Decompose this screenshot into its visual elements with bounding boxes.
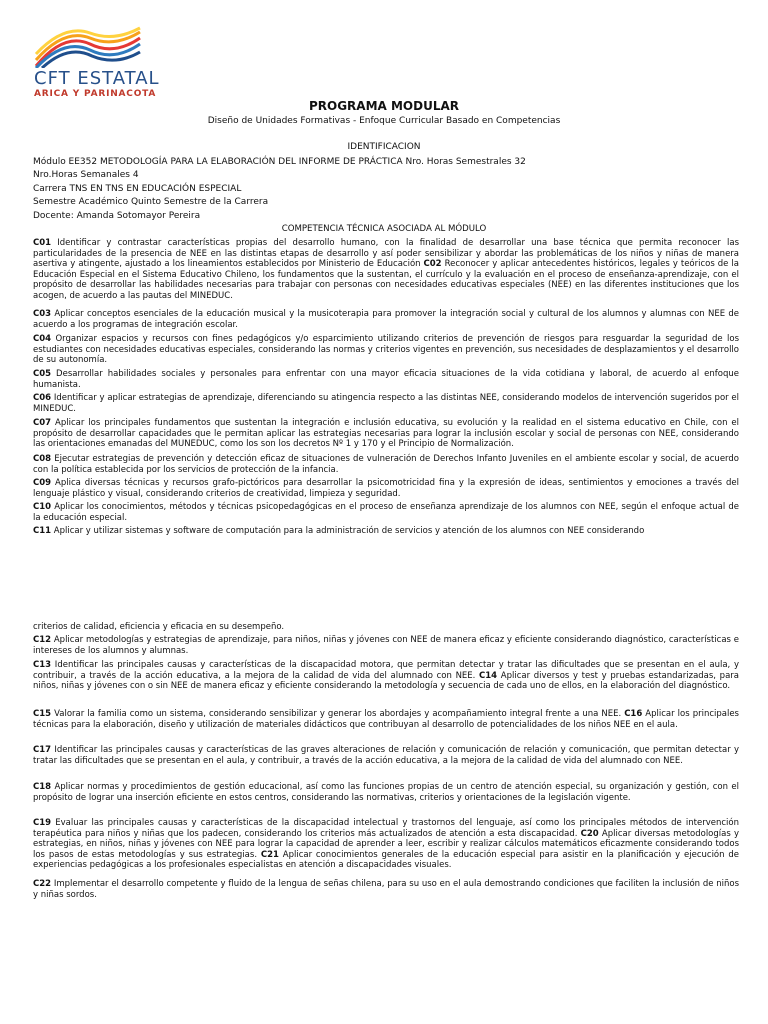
competency-text: Ejecutar estrategias de prevención y detección eficaz de situaciones de vulneración de Derechos Infanto Juveniles en el ambiente escolar y social, de acuerdo con la política establecida por los servicios de protección de la infancia.: [33, 454, 739, 475]
competency-code: C10: [33, 502, 52, 512]
competency-code: C05: [33, 369, 52, 379]
competency-c11: [33, 526, 739, 537]
competencies-heading: COMPETENCIA TÉCNICA ASOCIADA AL MÓDULO: [281, 224, 487, 234]
competency-text: Organizar espacios y recursos con fines pedagógicos y/o esparcimiento utilizando criterios de prevención de riesgos para resguardar la seguridad de los estudiantes con necesidades educativas especiales, considerando las normas y criterios vigentes en prevención, sus necesidades de desplazamientos y el desarrollo de su autonomía.: [33, 334, 739, 366]
competency-c08: [33, 454, 739, 475]
competency-code: C15: [33, 709, 52, 719]
competency-text: Desarrollar habilidades sociales y personales para enfrentar con una mayor eficacia situaciones de la vida cotidiana y laboral, de acuerdo al enfoque humanista.: [33, 369, 739, 390]
competency-c03: [33, 309, 739, 330]
competency-text: Identificar y contrastar características propias del desarrollo humano, con la finalidad de desarrollar una base técnica que permita reconocer las particularidades de la presencia de NEE en las distintas etapas de desarrollo y así poder sensibilizar y abordar las problemáticas de los niños y niñas de manera asertiva y atingente, ajustado a los lineamientos establecidos por Ministerio de Educación: [33, 238, 739, 270]
competency-code: C17: [33, 745, 52, 755]
weekly-hours-info: Nro.Horas Semanales 4: [33, 170, 139, 180]
competency-code: C22: [33, 879, 52, 889]
competency-text: Aplicar diversas metodologías y estrategias, en niños, niñas y jóvenes con NEE para lograr la capacidad de aprender a leer, escribir y realizar cálculos matemáticos eficazmente considerando todos los pasos de estas metodologías y sus estrategias.: [33, 828, 740, 860]
competency-c12: [33, 635, 739, 656]
competency-c05: [33, 369, 739, 390]
competency-text: Aplicar diversos y test y pruebas estandarizadas, para niños, niñas y jóvenes con o sin NEE de manera eficaz y eficiente considerando la metodología y secuencia de cada uno de ellos, en la elaboración del diagnóstico.: [33, 670, 739, 692]
competency-code: C07: [33, 418, 52, 428]
logo-name: CFT ESTATAL: [34, 68, 160, 89]
competency-text: Identificar y aplicar estrategias de aprendizaje, diferenciando su atingencia respecto a las distintas NEE, considerando modelos de intervención sugeridos por el MINEDUC.: [33, 393, 739, 414]
competency-text: Valorar la familia como un sistema, considerando sensibilizar y generar los abordajes y acompañamiento integral frente a una NEE.: [51, 709, 625, 719]
competency-code: C09: [33, 478, 52, 488]
competency-code: C03: [33, 309, 52, 319]
competency-text: Identificar las principales causas y características de las graves alteraciones de relación y comunicación de relación y comunicación, que permitan detectar y tratar las dificultades que se presentan en el aula, y contribuir, a través de la acción educativa, a la mejora de la calidad de vida del alumnado con NEE.: [33, 745, 739, 766]
competency-c07: [33, 418, 739, 450]
competency-c18: [33, 782, 739, 803]
cft-estatal-logo: [32, 26, 160, 104]
competency-c06: [33, 393, 739, 414]
competency-text: Aplica diversas técnicas y recursos grafo-pictóricos para desarrollar la psicomotricidad fina y la expresión de ideas, sentimientos y emociones a través del lenguaje plástico y visual, considerando criterios de creatividad, limpieza y seguridad.: [33, 478, 739, 499]
competency-text: Aplicar los principales técnicas para la elaboración, diseño y utilización de materiales didácticos que contribuyan al desarrollo de potencialidades de los niños NEE en el aula.: [33, 709, 739, 730]
competency-text: Reconocer y aplicar antecedentes históricos, legales y teóricos de la Educación Especial en el Sistema Educativo Chileno, los fundamentos que la sustentan, el currículo y la evaluación en el proceso de enseñanza-aprendizaje, con el propósito de desarrollar las habilidades necesarias para trabajar con personas con necesidades educativas especiales (NEE) en las diferentes instituciones que los acogen, de acuerdo a las pautas del MINEDUC.: [33, 259, 739, 301]
competency-text: Aplicar y utilizar sistemas y software de computación para la administración de servicios y atención de los alumnos con NEE considerando: [51, 526, 645, 536]
competency-text: Aplicar metodologías y estrategias de aprendizaje, para niños, niñas y jóvenes con NEE de manera eficaz y eficiente considerando diagnóstico, características e intereses de los alumnos y alumnas.: [33, 635, 739, 656]
competency-text: Implementar el desarrollo competente y fluido de la lengua de señas chilena, para su uso en el aula demostrando condiciones que faciliten la inclusión de niños y niñas sordos.: [33, 879, 739, 900]
competency-code: C12: [33, 635, 52, 645]
mountain-waves-icon: [34, 26, 142, 68]
identification-heading: IDENTIFICACION: [347, 142, 421, 152]
competency-c04: [33, 334, 739, 366]
competency-c17: [33, 745, 739, 766]
competency-code: C08: [33, 454, 52, 464]
competency-code: C14: [479, 670, 498, 681]
competency-code: C11: [33, 526, 52, 536]
page-title: PROGRAMA MODULAR: [308, 99, 460, 113]
competency-c11-continued: [33, 622, 739, 633]
competency-c01-c02: [33, 238, 739, 302]
competency-text: Identificar las principales causas y características de la discapacidad motora, que permitan detectar y tratar las dificultades que se presentan en el aula, y contribuir, a través de la acción educativa, a la mejora de la calidad de vida del alumnado con NEE.: [33, 660, 739, 681]
competency-code: C21: [260, 849, 279, 860]
competency-code: C20: [580, 828, 599, 839]
competency-text: Aplicar conceptos esenciales de la educación musical y la musicoterapia para promover la integración social y cultural de los alumnos y alumnas con NEE de acuerdo a los programas de integración escolar.: [33, 309, 739, 330]
competency-c13-c14: [33, 660, 739, 692]
logo-region: ARICA Y PARINACOTA: [34, 89, 157, 99]
page-subtitle: Diseño de Unidades Formativas - Enfoque Curricular Basado en Competencias: [207, 116, 561, 126]
competency-code: C16: [624, 709, 643, 719]
semester-info: Semestre Académico Quinto Semestre de la Carrera: [33, 197, 269, 207]
competency-c10: [33, 502, 739, 523]
competency-code: C04: [33, 334, 52, 344]
career-info: Carrera TNS EN TNS EN EDUCACIÓN ESPECIAL: [33, 184, 242, 194]
competency-c09: [33, 478, 739, 499]
teacher-info: Docente: Amanda Sotomayor Pereira: [33, 211, 201, 221]
competency-c15-c16: [33, 709, 739, 730]
competency-text: Evaluar las principales causas y características de la discapacidad intelectual y trastornos del lenguaje, así como los principales métodos de intervención terapéutica para niños y niñas que los padecen, considerando los criterios más actualizados de atención a esta discapacidad.: [33, 818, 739, 839]
competency-c22: [33, 879, 739, 900]
competency-code: C02: [423, 259, 442, 270]
module-info: Módulo EE352 METODOLOGÍA PARA LA ELABORACIÓN DEL INFORME DE PRÁCTICA Nro. Horas Semestrales 32: [33, 157, 526, 167]
competency-text: Aplicar normas y procedimientos de gestión educacional, así como las funciones propias de un centro de atención especial, su organización y gestión, con el propósito de lograr una inserción eficiente en estos centros, considerando las normativas, criterios y orientaciones de la legislación vigente.: [33, 782, 739, 803]
competency-text: Aplicar conocimientos generales de la educación especial para asistir en la planificación y ejecución de experiencias pedagógicas a los profesionales especialistas en atención a discapacidades visuales.: [33, 849, 739, 871]
competency-code: C01: [33, 238, 52, 248]
competency-text: Aplicar los conocimientos, métodos y técnicas psicopedagógicas en el proceso de enseñanza aprendizaje de los alumnos con NEE, según el enfoque actual de la educación especial.: [33, 502, 739, 523]
competency-text: Aplicar los principales fundamentos que sustentan la integración e inclusión educativa, su evolución y la realidad en el sistema educativo en Chile, con el propósito de desarrollar capacidades que le permitan aplicar las estrategias necesarias para lograr la inclusión escolar y social de personas con NEE, considerando las orientaciones emanadas del MUNEDUC, como los son los decretos Nº 1 y 170 y el Principio de Normalización.: [33, 418, 739, 450]
competency-code: C19: [33, 818, 52, 828]
competency-code: C06: [33, 393, 52, 403]
competency-c19-c20-c21: [33, 818, 739, 871]
competency-text: criterios de calidad, eficiencia y eficacia en su desempeño.: [33, 622, 285, 632]
competency-code: C13: [33, 660, 52, 670]
competency-code: C18: [33, 782, 52, 792]
